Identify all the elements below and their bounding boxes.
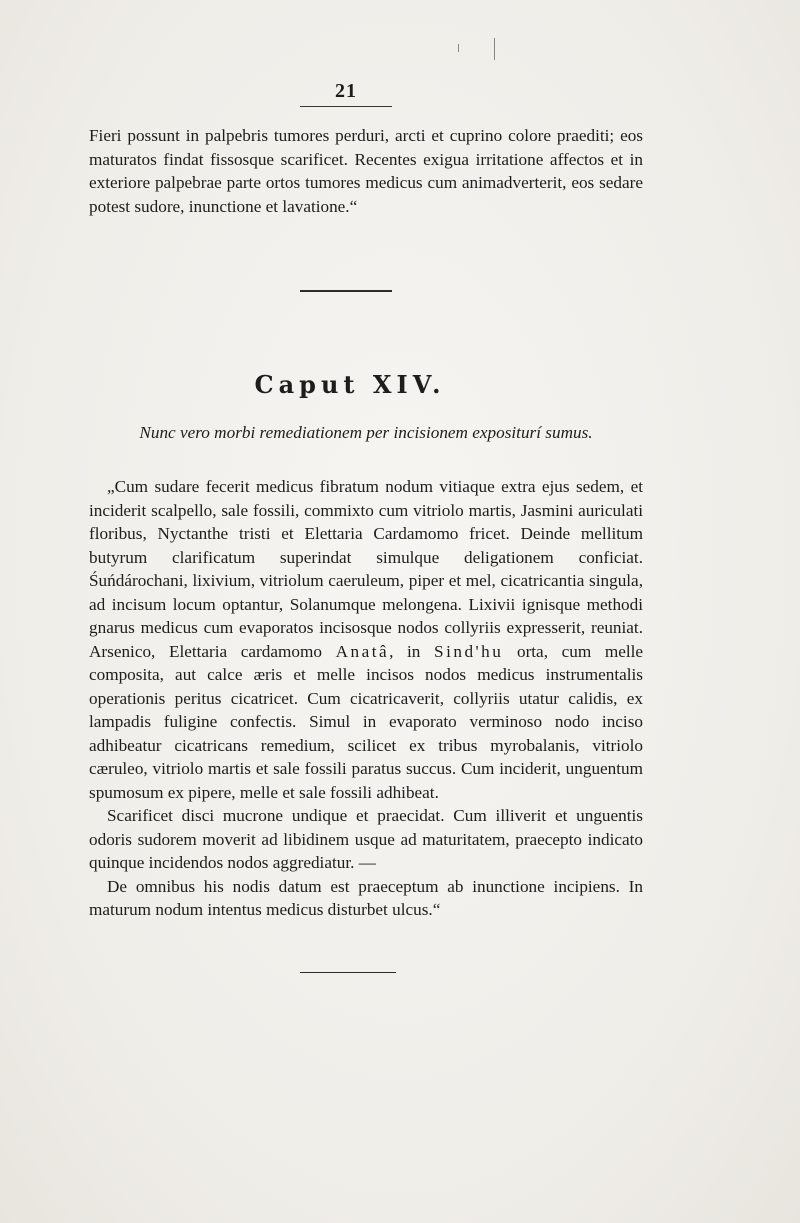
body-paragraph-1-part-c: orta, cum melle composita, aut calce æris et melle incisos nodos medicus instrumentalis operationis peritus cicatricet. Cum cicatricaverit, collyriis utatur calidis, ex lampadis fuligine confectis. Simul in evaporato verminoso nodo inciso adhibeatur cicatricans remedium, scilicet ex tribus myrobalanis, vitriolo cæruleo, vitriolo martis et sale fossili paratus succus. Cum inciderit, unguentum spumosum ex pipere, melle et sale fossili adhibeat.	[89, 641, 644, 802]
body-paragraph-1-part-a: „Cum sudare fecerit medicus fibratum nodum vitiaque extra ejus sedem, et inciderit scalpello, sale fossili, commixto cum vitriolo martis, Jasmini auriculati floribus, Nyctanthe tristi et Elettaria Cardamomo fricet. Deinde mellitum butyrum clarificatum superindat simulque deligationem conficiat. Śuńdárochani, lixivium, vitriolum caeruleum, piper et mel, cicatricantia singula, ad incisum locum optantur, Solanumque melongena. Lixivii ignisque methodi gnarus medicus cum evaporatos incisosque nodos collyriis expresserit, reuniat. Arsenico, Elettaria cardamomo	[89, 477, 643, 661]
body-paragraph-1	[89, 475, 643, 804]
intro-paragraph-block	[89, 124, 643, 218]
body-paragraph-1-part-b: , in	[389, 641, 421, 661]
section-divider-top	[300, 290, 392, 292]
section-divider-bottom	[300, 972, 396, 973]
chapter-body	[89, 475, 643, 922]
spaced-word-anata: Anatâ	[335, 641, 390, 661]
body-paragraph-3: De omnibus his nodis datum est praeceptum ab inunctione incipiens. In maturum nodum intentus medicus disturbet ulcus.“	[89, 876, 643, 919]
scan-mark	[458, 44, 459, 52]
spaced-word-sindhu: Sind'hu	[434, 641, 504, 661]
scan-mark	[494, 38, 495, 60]
body-paragraph-2: Scarificet disci mucrone undique et praecidat. Cum illiverit et unguentis odoris sudorem moverit ad libidinem usque ad maturitatem, praecepto indicato quinque incidendos nodos aggrediatur. —	[89, 806, 643, 872]
page-number: 21	[335, 80, 357, 102]
page-number-rule	[300, 106, 392, 107]
chapter-heading: Caput XIV.	[254, 370, 446, 399]
chapter-subtitle: Nunc vero morbi remediationem per incisionem expositurí sumus.	[139, 423, 593, 442]
intro-paragraph: Fieri possunt in palpebris tumores perduri, arcti et cuprino colore praediti; eos maturatos findat fissosque scarificet. Recentes exigua irritatione affectos et in exteriore palpebrae parte ortos tumores medicus cum animadverterit, eos sedare potest sudore, inunctione et lavatione.“	[89, 126, 643, 216]
